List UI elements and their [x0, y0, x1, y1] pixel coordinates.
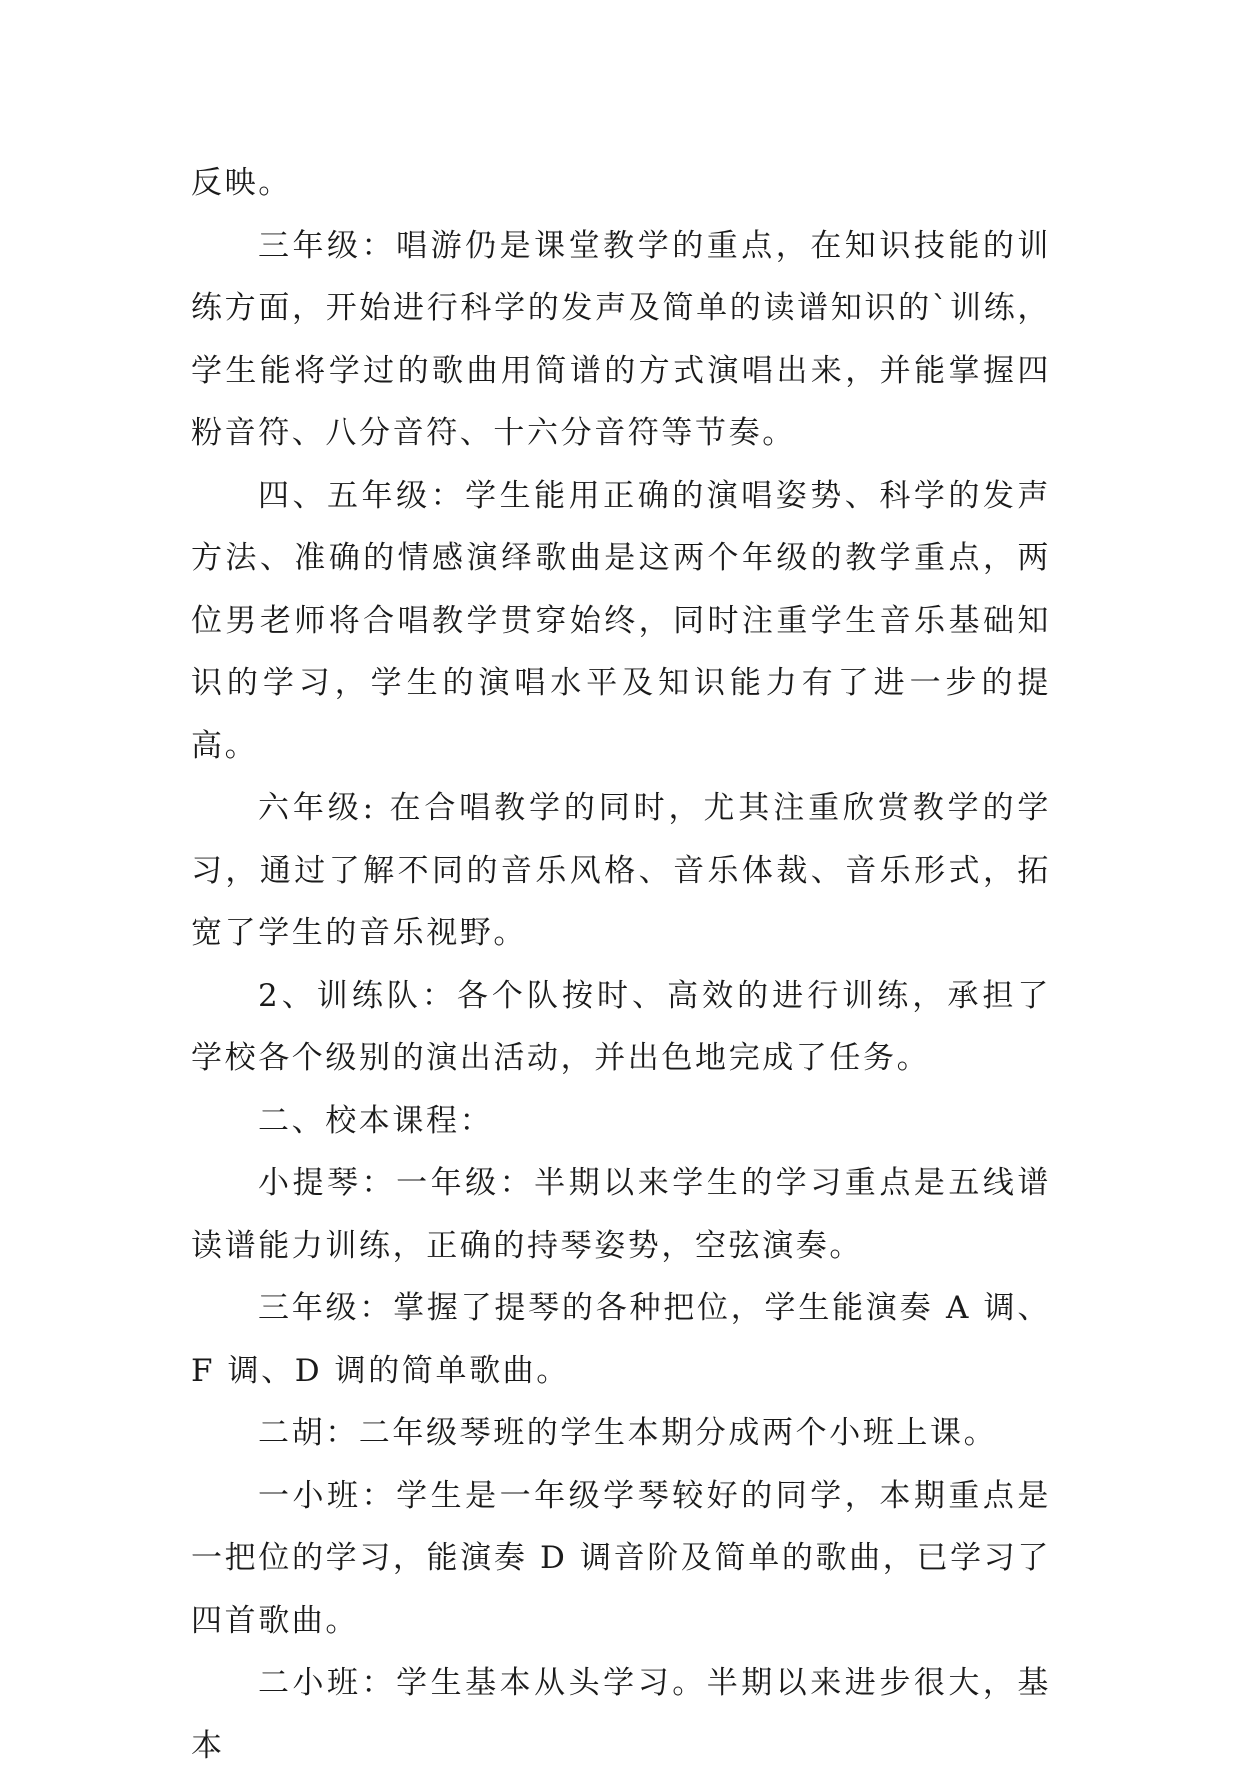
paragraph-training-team: 2、训练队：各个队按时、高效的进行训练，承担了学校各个级别的演出活动，并出色地完成了任务。 [191, 977, 1051, 1076]
paragraph-grade-three: 三年级：唱游仍是课堂教学的重点，在知识技能的训练方面，开始进行科学的发声及简单的读谱知识的`训练，学生能将学过的歌曲用简谱的方式演唱出来，并能掌握四粉音符、八分音符、十六分音符等节奏。 [191, 227, 1051, 451]
paragraph-grade-six: 六年级: 在合唱教学的同时，尤其注重欣赏教学的学习，通过了解不同的音乐风格、音乐体裁、音乐形式，拓宽了学生的音乐视野。 [191, 790, 1051, 951]
paragraph-erhu: 二胡：二年级琴班的学生本期分成两个小班上课。 [258, 1415, 998, 1451]
paragraph-grade-four-five: 四、五年级：学生能用正确的演唱姿势、科学的发声方法、准确的情感演绎歌曲是这两个年级的教学重点，两位男老师将合唱教学贯穿始终，同时注重学生音乐基础知识的学习，学生的演唱水平及知识能力有了进一步的提高。 [191, 477, 1051, 764]
paragraph-erhu-class-one: 一小班：学生是一年级学琴较好的同学，本期重点是一把位的学习，能演奏 D 调音阶及简单的歌曲，已学习了四首歌曲。 [191, 1477, 1051, 1639]
paragraph-continuation: 反映。 [191, 165, 292, 201]
body-text [191, 152, 1051, 1777]
paragraph-violin-grade-three: 三年级：掌握了提琴的各种把位，学生能演奏 A 调、F 调、D 调的简单歌曲。 [191, 1290, 1051, 1389]
paragraph-violin-grade-one: 小提琴：一年级：半期以来学生的学习重点是五线谱读谱能力训练，正确的持琴姿势，空弦演奏。 [191, 1165, 1051, 1264]
paragraph-erhu-class-two: 二小班：学生基本从头学习。半期以来进步很大，基本 [191, 1665, 1051, 1764]
section-heading-school-curriculum: 二、校本课程： [258, 1102, 494, 1139]
